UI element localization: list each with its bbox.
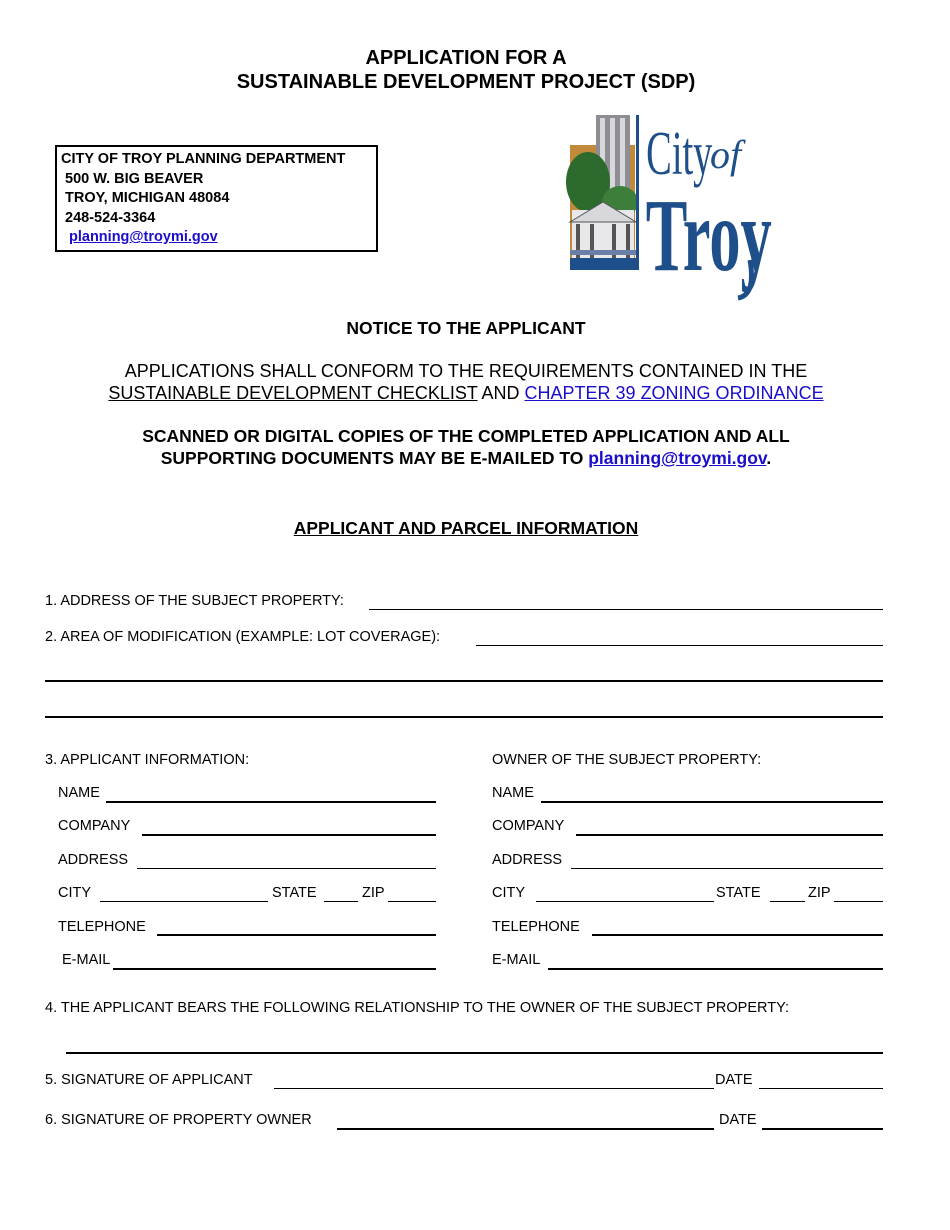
owner-address-label: ADDRESS <box>492 852 563 868</box>
q1-label: 1. ADDRESS OF THE SUBJECT PROPERTY: <box>45 593 344 609</box>
owner-telephone-label: TELEPHONE <box>492 919 580 935</box>
requirements-and: AND <box>477 383 525 403</box>
applicant-email-field[interactable] <box>113 968 436 970</box>
owner-company-field[interactable] <box>576 834 883 836</box>
applicant-date-field[interactable] <box>759 1088 883 1089</box>
q6-label: 6. SIGNATURE OF PROPERTY OWNER <box>45 1112 312 1128</box>
department-address-box <box>55 145 378 252</box>
department-phone: 248-524-3364 <box>65 209 156 226</box>
owner-zip-field[interactable] <box>834 901 883 902</box>
owner-name-field[interactable] <box>541 801 883 803</box>
applicant-zip-field[interactable] <box>388 901 436 902</box>
applicant-telephone-field[interactable] <box>157 934 436 936</box>
applicant-city-field[interactable] <box>100 901 268 902</box>
applicant-name-label: NAME <box>58 785 100 801</box>
q5-label: 5. SIGNATURE OF APPLICANT <box>45 1072 253 1088</box>
applicant-zip-label: ZIP <box>362 885 385 901</box>
applicant-name-field[interactable] <box>106 801 436 803</box>
department-email-link[interactable]: planning@troymi.gov <box>69 229 218 245</box>
applicant-company-label: COMPANY <box>58 818 131 834</box>
form-title-line-2: SUSTAINABLE DEVELOPMENT PROJECT (SDP) <box>236 71 696 93</box>
notice-heading: NOTICE TO THE APPLICANT <box>346 318 586 338</box>
scan-notice-line-1: SCANNED OR DIGITAL COPIES OF THE COMPLETED APPLICATION AND ALL <box>142 426 790 446</box>
q6-date-label: DATE <box>719 1112 757 1128</box>
owner-email-field[interactable] <box>548 968 883 970</box>
department-street: 500 W. BIG BEAVER <box>65 170 204 187</box>
scan-notice-line-2 <box>0 447 932 469</box>
owner-zip-label: ZIP <box>808 885 831 901</box>
q2-continuation-line-2[interactable] <box>45 716 883 718</box>
logo-city-text: City <box>646 119 713 189</box>
logo-troy-text: Troy <box>645 177 772 294</box>
scan-notice-text: SUPPORTING DOCUMENTS MAY BE E-MAILED TO <box>160 448 589 468</box>
owner-city-field[interactable] <box>536 901 714 902</box>
q5-date-label: DATE <box>715 1072 753 1088</box>
owner-signature-field[interactable] <box>337 1128 714 1130</box>
q4-relationship-field[interactable] <box>66 1052 883 1054</box>
requirements-line-2 <box>0 382 932 405</box>
applicant-address-field[interactable] <box>137 868 436 869</box>
owner-address-field[interactable] <box>571 868 883 869</box>
q4-label: 4. THE APPLICANT BEARS THE FOLLOWING RELATIONSHIP TO THE OWNER OF THE SUBJECT PROPERTY: <box>45 1000 789 1016</box>
section-heading: APPLICANT AND PARCEL INFORMATION <box>293 518 639 538</box>
applicant-address-label: ADDRESS <box>58 852 129 868</box>
applicant-email-label: E-MAIL <box>62 952 111 968</box>
owner-company-label: COMPANY <box>492 818 565 834</box>
sustainable-checklist-text: SUSTAINABLE DEVELOPMENT CHECKLIST <box>108 383 478 403</box>
q2-modification-field[interactable] <box>476 645 883 646</box>
owner-date-field[interactable] <box>762 1128 883 1130</box>
logo-of-text: of <box>710 132 742 177</box>
owner-state-label: STATE <box>716 885 761 901</box>
owner-email-label: E-MAIL <box>492 952 541 968</box>
applicant-telephone-label: TELEPHONE <box>58 919 146 935</box>
zoning-ordinance-link[interactable]: CHAPTER 39 ZONING ORDINANCE <box>524 383 824 403</box>
owner-heading: OWNER OF THE SUBJECT PROPERTY: <box>492 752 762 768</box>
scan-email-link[interactable]: planning@troymi.gov <box>588 448 767 468</box>
q3-label: 3. APPLICANT INFORMATION: <box>45 752 250 768</box>
applicant-city-label: CITY <box>58 885 92 901</box>
q2-continuation-line-1[interactable] <box>45 680 883 682</box>
owner-state-field[interactable] <box>770 901 805 902</box>
owner-name-label: NAME <box>492 785 534 801</box>
q1-address-field[interactable] <box>369 609 883 610</box>
department-city: TROY, MICHIGAN 48084 <box>65 190 230 206</box>
owner-city-label: CITY <box>492 885 526 901</box>
applicant-company-field[interactable] <box>142 834 436 836</box>
department-name: CITY OF TROY PLANNING DEPARTMENT <box>61 151 346 167</box>
requirements-line-1: APPLICATIONS SHALL CONFORM TO THE REQUIREMENTS CONTAINED IN THE <box>124 361 808 381</box>
applicant-state-field[interactable] <box>324 901 358 902</box>
city-of-troy-logo <box>560 110 775 305</box>
form-title-line-1: APPLICATION FOR A <box>365 47 567 69</box>
scan-period: . <box>766 448 772 468</box>
applicant-state-label: STATE <box>272 885 317 901</box>
owner-telephone-field[interactable] <box>592 934 883 936</box>
applicant-signature-field[interactable] <box>274 1088 714 1089</box>
q2-label: 2. AREA OF MODIFICATION (EXAMPLE: LOT COVERAGE): <box>45 629 441 645</box>
